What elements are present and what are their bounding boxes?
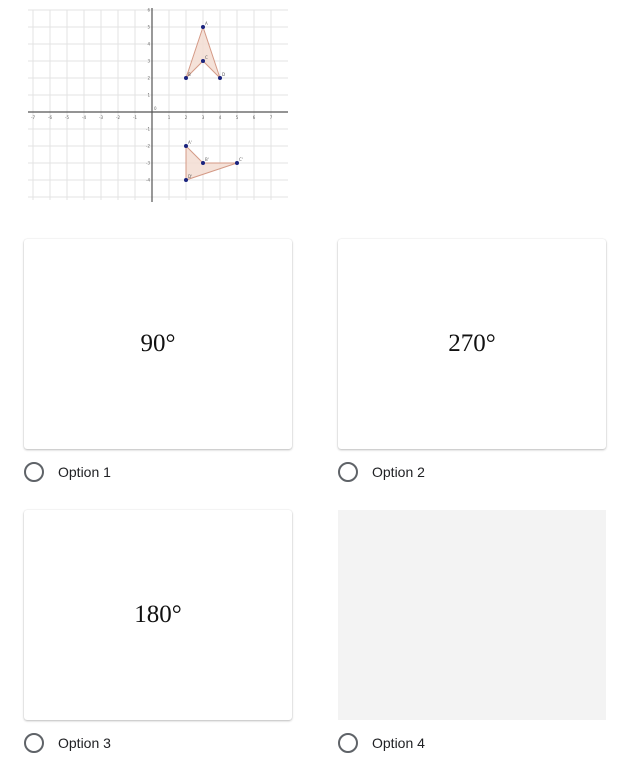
option-2-image[interactable]	[338, 239, 606, 449]
radio-circle-icon[interactable]	[338, 462, 358, 482]
option-4-radio[interactable]	[338, 733, 425, 753]
x-tick-label: 7	[269, 115, 273, 120]
y-tick-label: 5	[147, 24, 150, 30]
question-graph	[28, 8, 288, 202]
x-tick-label: 1	[167, 115, 171, 120]
vertex-label: A	[205, 21, 208, 26]
y-tick-label: -4	[146, 177, 150, 183]
y-tick-label: 2	[147, 75, 150, 81]
origin-label: 0	[154, 106, 157, 111]
vertex-label: C	[205, 55, 208, 60]
x-tick-label: -6	[48, 115, 52, 120]
x-tick-label: -5	[65, 115, 69, 120]
x-tick-label: -2	[116, 115, 120, 120]
vertex-label: B	[188, 72, 191, 77]
radio-circle-icon[interactable]	[24, 733, 44, 753]
vertex-label: B'	[205, 157, 209, 162]
option-1-math: 90°	[140, 330, 176, 357]
y-tick-label: 4	[147, 41, 150, 47]
option-1-image[interactable]	[24, 239, 292, 449]
option-2-radio[interactable]	[338, 462, 425, 482]
y-tick-label: -3	[146, 160, 150, 166]
option-1-radio[interactable]	[24, 462, 111, 482]
option-3-math: 180°	[134, 601, 182, 628]
option-4-image[interactable]	[338, 510, 606, 720]
option-2-label: Option 2	[372, 464, 425, 480]
kite-image	[186, 146, 237, 180]
y-tick-label: 3	[147, 58, 150, 64]
x-tick-label: 4	[218, 115, 222, 120]
option-2-math: 270°	[448, 330, 496, 357]
x-tick-label: 5	[235, 115, 239, 120]
y-tick-label: -2	[146, 143, 150, 149]
vertex-label: D	[222, 72, 226, 77]
radio-circle-icon[interactable]	[24, 462, 44, 482]
x-tick-label: -1	[133, 115, 137, 120]
x-tick-label: -4	[82, 115, 86, 120]
radio-circle-icon[interactable]	[338, 733, 358, 753]
y-tick-label: 6	[147, 8, 150, 13]
x-tick-label: -3	[99, 115, 103, 120]
x-tick-label: 6	[252, 115, 256, 120]
vertex-label: C'	[239, 157, 243, 162]
x-tick-label: 2	[184, 115, 188, 120]
vertex-label: A'	[188, 140, 192, 145]
option-3-label: Option 3	[58, 735, 111, 751]
x-tick-label: 3	[201, 115, 205, 120]
y-tick-label: -1	[146, 126, 150, 132]
vertex-label: D'	[188, 174, 193, 179]
x-tick-label: -7	[31, 115, 35, 120]
y-tick-label: 1	[147, 92, 150, 98]
option-4-label: Option 4	[372, 735, 425, 751]
option-3-image[interactable]	[24, 510, 292, 720]
option-3-radio[interactable]	[24, 733, 111, 753]
option-1-label: Option 1	[58, 464, 111, 480]
